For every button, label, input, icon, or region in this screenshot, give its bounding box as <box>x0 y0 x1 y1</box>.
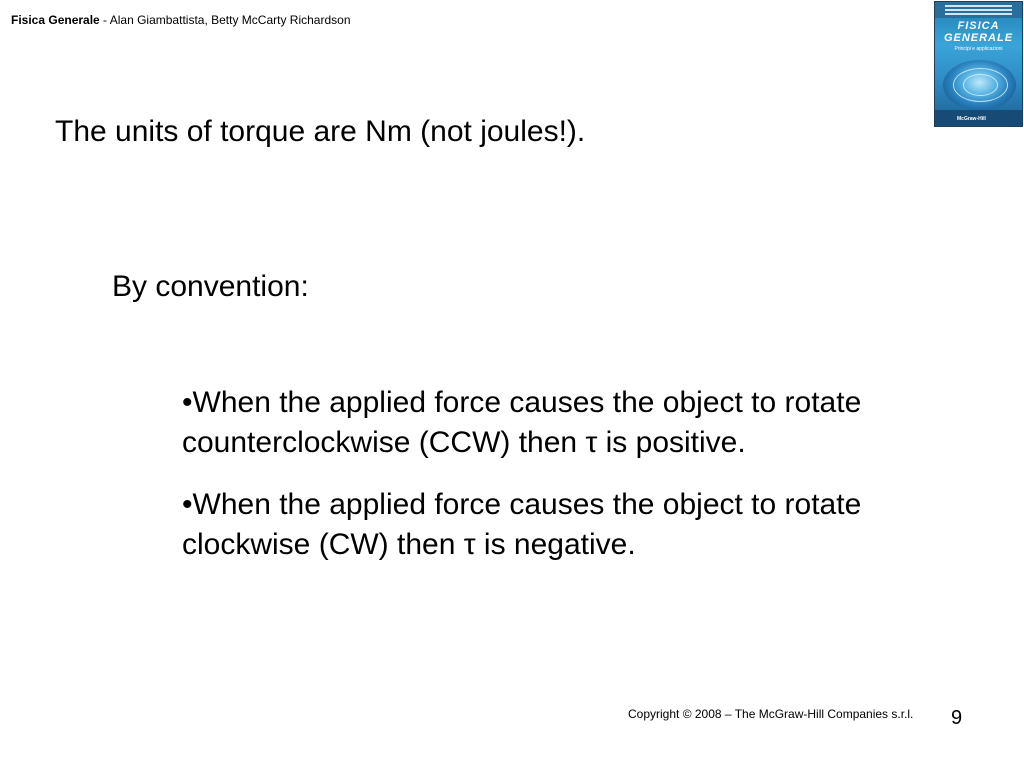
bullet-ccw: •When the applied force causes the object to rotate counterclockwise (CCW) then τ is positive. <box>182 386 862 459</box>
convention-label: By convention: <box>112 270 309 303</box>
slide-heading: The units of torque are Nm (not joules!). <box>55 115 586 148</box>
cover-publisher: McGraw-Hill <box>957 116 986 122</box>
cover-subtitle: Principi e applicazioni <box>954 46 1003 52</box>
cover-bottom-band <box>935 110 1022 126</box>
cover-author-band <box>935 2 1022 18</box>
book-authors: Alan Giambattista, Betty McCarty Richardson <box>109 13 351 27</box>
book-cover-image <box>934 1 1023 127</box>
cover-title-line1: FISICA <box>957 20 1000 32</box>
slide-header <box>11 13 351 27</box>
book-title: Fisica Generale <box>11 13 100 27</box>
page-number: 9 <box>951 707 963 729</box>
copyright-notice: Copyright © 2008 – The McGraw-Hill Companies s.r.l. <box>628 707 914 721</box>
bullet-cw: •When the applied force causes the object to rotate clockwise (CW) then τ is negative. <box>182 488 862 561</box>
cover-title-line2: GENERALE <box>943 32 1014 44</box>
convention-bullet-list <box>182 383 982 587</box>
header-separator: - <box>99 13 110 27</box>
